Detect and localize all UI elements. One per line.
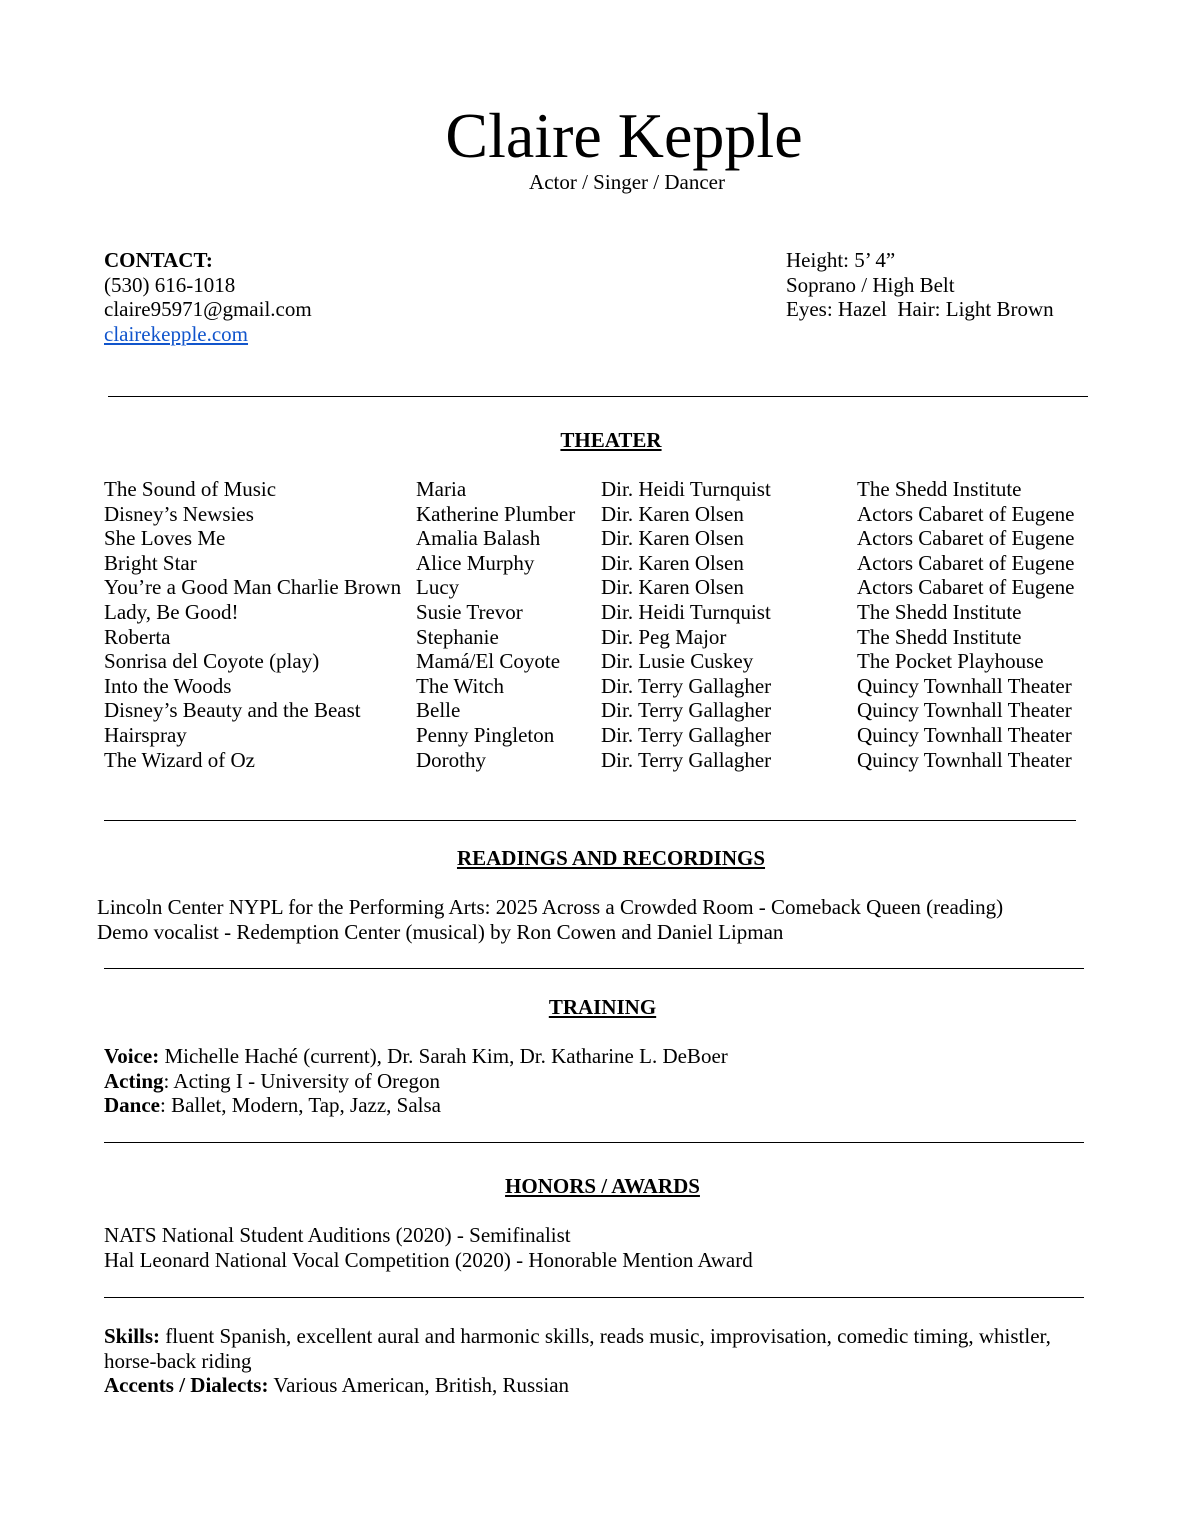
contact-block [104, 248, 312, 346]
stat-height: Height: 5’ 4” [786, 248, 896, 272]
honors-list [104, 1223, 753, 1272]
stat-voice: Soprano / High Belt [786, 272, 955, 297]
director: Dir. Karen Olsen [601, 501, 744, 526]
venue: The Pocket Playhouse [857, 649, 1044, 674]
theater-row [104, 551, 1087, 576]
role: Maria [416, 477, 467, 501]
venue: The Shedd Institute [857, 477, 1022, 501]
role: Katherine Plumber [416, 501, 576, 526]
show-title: Roberta [104, 624, 171, 649]
director: Dir. Peg Major [601, 624, 727, 649]
show-title: The Sound of Music [104, 477, 277, 501]
theater-row [104, 526, 1087, 551]
website-link[interactable]: clairekepple.com [104, 321, 249, 346]
acting-label: Acting [104, 1068, 164, 1093]
theater-row [104, 698, 1087, 723]
director: Dir. Karen Olsen [601, 526, 744, 551]
venue: Actors Cabaret of Eugene [857, 526, 1075, 551]
role: Belle [416, 698, 461, 723]
readings-heading: READINGS AND RECORDINGS [456, 846, 766, 870]
theater-row [104, 723, 1087, 748]
show-title: Disney’s Beauty and the Beast [104, 698, 361, 723]
director: Dir. Terry Gallagher [601, 698, 772, 723]
show-title: Hairspray [104, 722, 187, 747]
divider [108, 396, 1088, 397]
dance-label: Dance [104, 1093, 160, 1118]
accents-label: Accents / Dialects: [104, 1373, 269, 1398]
venue: Actors Cabaret of Eugene [857, 550, 1075, 575]
theater-heading: THEATER [560, 428, 662, 452]
theater-row [104, 674, 1087, 699]
role: Stephanie [416, 624, 499, 649]
skills-block [104, 1324, 1051, 1398]
director: Dir. Lusie Cuskey [601, 649, 754, 674]
venue: Quincy Townhall Theater [857, 673, 1072, 698]
honor-item: Hal Leonard National Vocal Competition (2020) - Honorable Mention Award [104, 1247, 753, 1272]
resume-tagline: Actor / Singer / Dancer [529, 170, 725, 194]
role: Alice Murphy [416, 550, 535, 575]
role: Mamá/El Coyote [416, 649, 561, 674]
skills-line [104, 1324, 1051, 1349]
honors-heading: HONORS / AWARDS [505, 1174, 700, 1198]
accents-text: Various American, British, Russian [268, 1373, 570, 1398]
show-title: Into the Woods [104, 673, 232, 698]
training-heading: TRAINING [548, 995, 657, 1019]
venue: The Shedd Institute [857, 599, 1022, 624]
director: Dir. Heidi Turnquist [601, 599, 771, 624]
show-title: The Wizard of Oz [104, 747, 255, 772]
venue: Quincy Townhall Theater [857, 722, 1072, 747]
theater-row [104, 502, 1087, 527]
role: Amalia Balash [416, 526, 541, 551]
director: Dir. Terry Gallagher [601, 747, 772, 772]
theater-row [104, 477, 1087, 502]
show-title: Sonrisa del Coyote (play) [104, 649, 320, 674]
theater-row [104, 575, 1087, 600]
training-acting [104, 1069, 728, 1094]
show-title: She Loves Me [104, 526, 226, 551]
director: Dir. Terry Gallagher [601, 673, 772, 698]
skills-text: fluent Spanish, excellent aural and harmonic skills, reads music, improvisation, comedic timing, whistler, [160, 1324, 1051, 1348]
theater-row [104, 748, 1087, 773]
director: Dir. Karen Olsen [601, 550, 744, 575]
accents-line [104, 1373, 1051, 1398]
show-title: Lady, Be Good! [104, 599, 239, 624]
divider [104, 968, 1084, 969]
venue: Quincy Townhall Theater [857, 747, 1072, 772]
director: Dir. Karen Olsen [601, 575, 744, 600]
contact-label: CONTACT: [104, 248, 213, 272]
voice-label: Voice: [104, 1044, 160, 1068]
show-title: You’re a Good Man Charlie Brown [104, 575, 402, 600]
role: Dorothy [416, 747, 486, 772]
theater-table [104, 477, 1087, 772]
director: Dir. Heidi Turnquist [601, 477, 771, 501]
theater-row [104, 600, 1087, 625]
resume-name: Claire Kepple [445, 100, 803, 171]
venue: Quincy Townhall Theater [857, 698, 1072, 723]
divider [104, 820, 1076, 821]
stats-block [786, 248, 1054, 322]
role: Lucy [416, 575, 460, 600]
voice-text: Michelle Haché (current), Dr. Sarah Kim, Dr. Katharine L. DeBoer [159, 1044, 728, 1068]
skills-label: Skills: [104, 1324, 161, 1348]
divider [104, 1142, 1084, 1143]
skills-line-continued: horse-back riding [104, 1348, 252, 1373]
contact-phone: (530) 616-1018 [104, 272, 236, 297]
divider [104, 1297, 1084, 1298]
honor-item: NATS National Student Auditions (2020) - Semifinalist [104, 1223, 571, 1247]
contact-email: claire95971@gmail.com [104, 297, 312, 322]
reading-item: Demo vocalist - Redemption Center (musical) by Ron Cowen and Daniel Lipman [97, 919, 784, 944]
theater-row [104, 649, 1087, 674]
venue: Actors Cabaret of Eugene [857, 575, 1075, 600]
training-dance [104, 1093, 728, 1118]
role: The Witch [416, 673, 504, 698]
director: Dir. Terry Gallagher [601, 722, 772, 747]
venue: Actors Cabaret of Eugene [857, 501, 1075, 526]
acting-text: : Acting I - University of Oregon [163, 1068, 440, 1093]
readings-list [97, 895, 1003, 944]
show-title: Bright Star [104, 550, 197, 575]
dance-text: : Ballet, Modern, Tap, Jazz, Salsa [160, 1093, 441, 1118]
reading-item: Lincoln Center NYPL for the Performing Arts: 2025 Across a Crowded Room - Comeback Queen (reading) [97, 895, 1004, 919]
show-title: Disney’s Newsies [104, 501, 254, 526]
role: Penny Pingleton [416, 722, 555, 747]
training-list [104, 1044, 728, 1118]
stat-eyes-hair: Eyes: Hazel Hair: Light Brown [786, 297, 1054, 322]
venue: The Shedd Institute [857, 624, 1022, 649]
role: Susie Trevor [416, 599, 523, 624]
training-voice [104, 1044, 728, 1069]
theater-row [104, 625, 1087, 650]
